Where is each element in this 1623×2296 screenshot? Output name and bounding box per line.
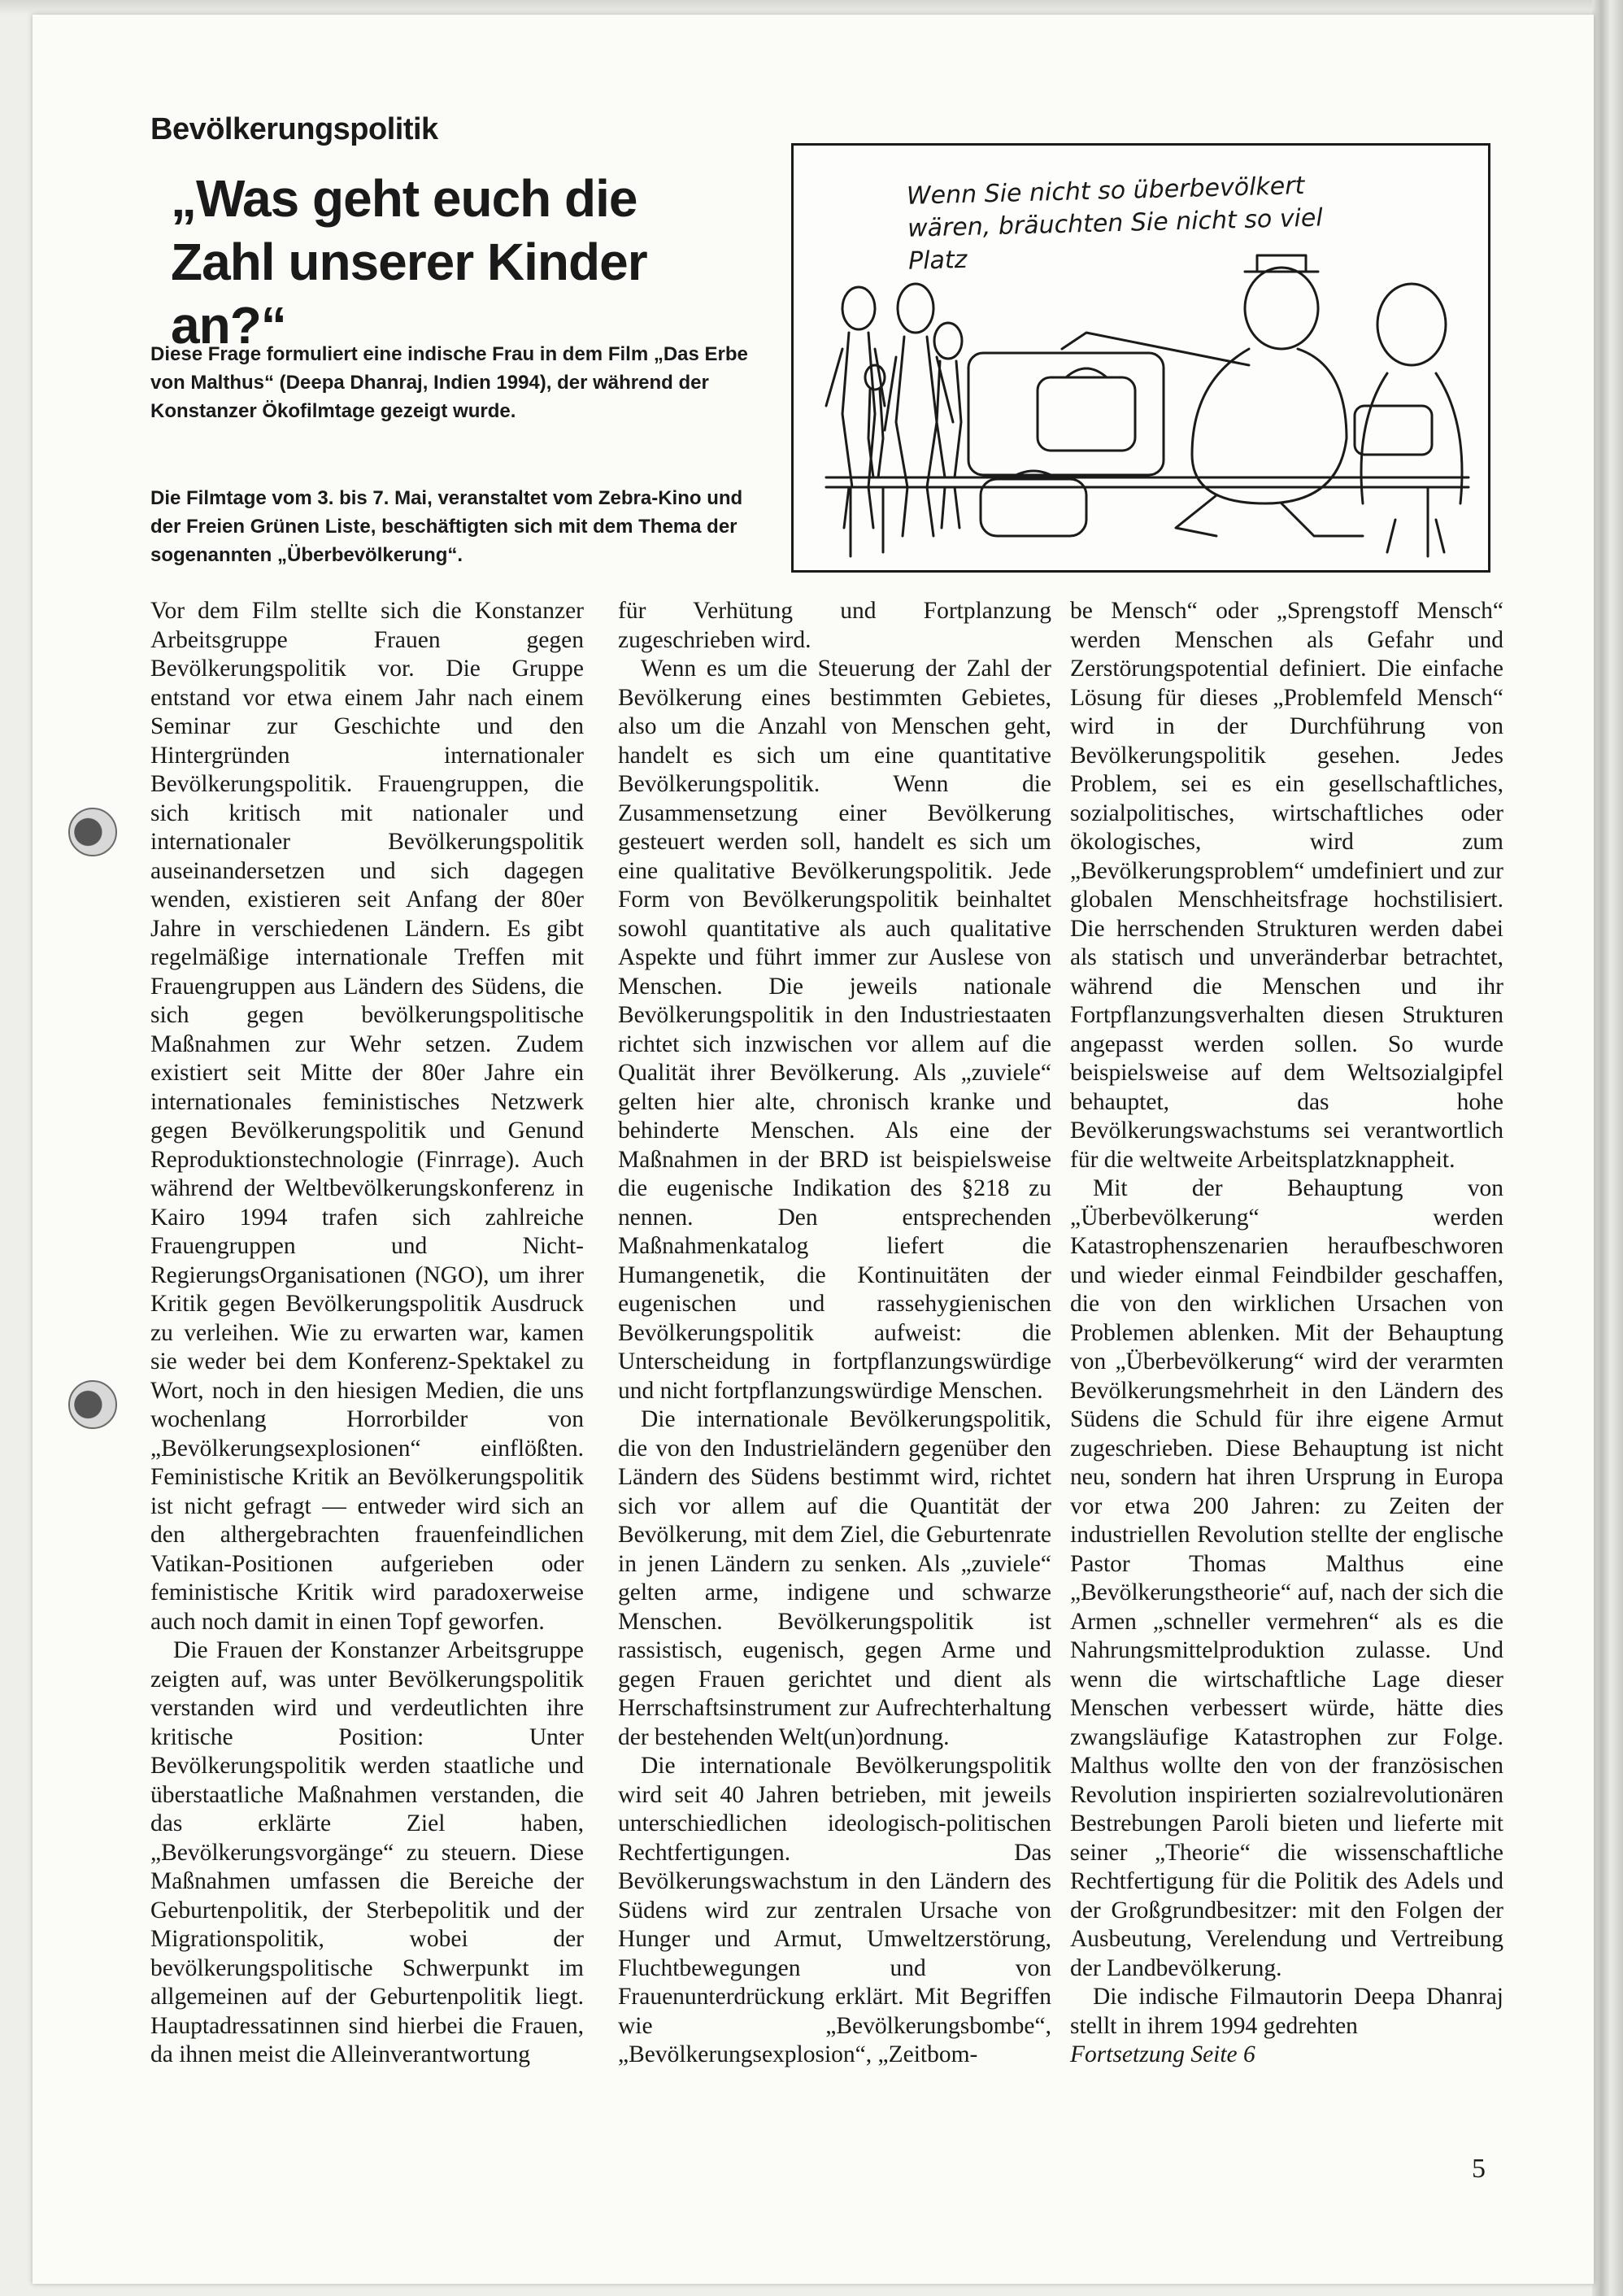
paragraph: Die Frauen der Konstanzer Arbeitsgruppe zeigten auf, was unter Bevölkerungspolitik verstanden wird und verdeutlichten ihre kritische Position: Unter Bevölkerungspolitik werden staatliche und überstaatliche Maßnahmen verstanden, die das erklärte Ziel haben, „Bevölkerungsvorgänge“ zu steuern. Diese Maßnahmen umfassen die Bereiche der Geburtenpolitik, der Sterbepolitik und der Migrationspolitik, wobei der bevölkerungspolitische Schwerpunkt im allgemeinen auf der Geburtenpolitik liegt. Hauptadressatinnen sind hierbei die Frauen, da ihnen meist die Alleinverantwortung — [150, 1637, 584, 2067]
paragraph: Die internationale Bevölkerungspolitik wird seit 40 Jahren betrieben, mit jeweils unterschiedlichen ideologisch-politischen Rechtfertigungen. Das Bevölkerungswachstum in den Ländern des Südens wird zur zentralen Ursache von Hunger und Armut, Umweltzerstörung, Fluchtbewegungen und von Frauenunterdrückung erklärt. Mit Begriffen wie „Bevölkerungsbombe“, „Bevölkerungsexplosion“, „Zeitbom- — [618, 1753, 1051, 2067]
punch-hole-lower — [68, 1380, 117, 1429]
paragraph: für Verhütung und Fortplanzung zugeschrieben wird. — [618, 598, 1051, 653]
paragraph: be Mensch“ oder „Sprengstoff Mensch“ werden Menschen als Gefahr und Zerstörungspotential definiert. Die einfache Lösung für dieses „Problemfeld Mensch“ wird in der Durchführung von Bevölkerungspolitik gesehen. Jedes Problem, sei es ein gesellschaftliches, sozialpolitisches, wirtschaftliches oder ökologisches, wird zum „Bevölkerungsproblem“ umdefiniert und zur globalen Menschheitsfrage hochstilisiert. Die herrschenden Strukturen werden dabei als statisch und unveränderbar betrachtet, während die Menschen und ihr Fortpflanzungsverhalten diesen Strukturen angepasst werden sollen. So wurde beispielsweise auf dem Weltsozialgipfel behauptet, das hohe Bevölkerungswachstums sei verantwortlich für die weltweite Arbeitsplatzknappheit. — [1070, 598, 1503, 1173]
intro-paragraph-1: Diese Frage formuliert eine indische Frau in dem Film „Das Erbe von Malthus“ (Deepa Dhanraj, Indien 1994), der während der Konstanzer Ökofilmtage gezeigt wurde. — [150, 343, 748, 422]
punch-hole-upper — [68, 808, 117, 856]
article-column-1 — [150, 597, 584, 2070]
article-column-3 — [1070, 597, 1503, 2070]
paragraph: Mit der Behauptung von „Überbevölkerung“ werden Katastrophenszenarien heraufbeschworen und wieder einmal Feindbilder geschaffen, die von den wirklichen Ursachen von Problemen ablenken. Mit der Behauptung von „Überbevölkerung“ wird der verarmten Bevölkerungsmehrheit in den Ländern des Südens die Schuld für ihre eigene Armut zugeschrieben. Diese Behauptung ist nicht neu, sondern hat ihren Ursprung in Europa vor etwa 200 Jahren: zu Zeiten der industriellen Revolution stellte der englische Pastor Thomas Malthus eine „Bevölkerungstheorie“ auf, nach der sich die Armen „schneller vermehren“ als es die Nahrungsmittelproduktion zulasse. Und wenn die wirtschaftliche Lage dieser Menschen verbessert würde, hätte dies zwangsläufige Katastrophen zur Folge. Malthus wollte den von der französischen Revolution inspirierten sozialrevolutionären Bestrebungen Paroli bieten und lieferte mit seiner „Theorie“ die wissenschaftliche Rechtfertigung für die Politik des Adels und der Großgrundbesitzer: mit den Folgen der Ausbeutung, Verelendung und Vertreibung der Landbevölkerung. — [1070, 1175, 1503, 1981]
medium-suitcase — [1038, 377, 1135, 451]
fat-man-figure — [1062, 255, 1363, 536]
paragraph: Vor dem Film stellte sich die Konstanzer Arbeitsgruppe Frauen gegen Bevölkerungspolitik vor. Die Gruppe entstand vor etwa einem Jahr nach einem Seminar zur Geschichte und den Hintergründen internationaler Bevölkerungspolitik. Frauengruppen, die sich kritisch mit nationaler und internationaler Bevölkerungspolitik auseinandersetzen und sich dagegen wenden, existieren seit Anfang der 80er Jahre in verschiedenen Ländern. Es gibt regelmäßige internationale Treffen mit Frauengruppen aus Ländern des Südens, die sich gegen bevölkerungspolitische Maßnahmen zur Wehr setzen. Zudem existiert seit Mitte der 80er Jahre ein internationales feministisches Netzwerk gegen Bevölkerungspolitik und Genund Reproduktionstechnologie (Finrrage). Auch während der Weltbevölkerungskonferenz in Kairo 1994 trafen sich zahlreiche Frauengruppen und Nicht-RegierungsOrganisationen (NGO), um ihrer Kritik gegen Bevölkerungspolitik Ausdruck zu verleihen. Wie zu erwarten war, kamen sie weder bei dem Konferenz-Spektakel zu Wort, noch in den hiesigen Medien, die uns wochenlang Horrorbilder von „Bevölkerungsexplosionen“ einflößten. Feministische Kritik an Bevölkerungspolitik ist nicht gefragt — entweder wird sich an den althergebrachten frauenfeindlichen Vatikan-Positionen aufgerieben oder feministische Kritik wird paradoxerweise auch noch damit in einen Topf geworfen. — [150, 598, 584, 1635]
page-number: 5 — [1472, 2154, 1486, 2184]
cartoon-illustration — [791, 143, 1490, 573]
thin-figure-3 — [934, 323, 962, 528]
continuation-note: Fortsetzung Seite 6 — [1070, 2041, 1255, 2067]
intro-paragraph-2: Die Filmtage vom 3. bis 7. Mai, veranstaltet vom Zebra-Kino und der Freien Grünen Liste, beschäftigten sich mit dem Thema der sogenannten „Überbevölkerung“. — [150, 487, 743, 566]
paragraph: Wenn es um die Steuerung der Zahl der Bevölkerung eines bestimmten Gebietes, also um die Anzahl von Menschen geht, handelt es sich um eine quantitative Bevölkerungspolitik. Wenn die Zusammensetzung einer Bevölkerung gesteuert werden soll, handelt es sich um eine qualitative Bevölkerungspolitik. Jede Form von Bevölkerungspolitik beinhaltet sowohl quantitative als auch qualitative Aspekte und führt immer zur Auslese von Menschen. Die jeweils nationale Bevölkerungspolitik in den Industriestaaten richtet sich inzwischen vor allem auf die Qualität ihrer Bevölkerung. Als „zuviele“ gelten hier alte, chronisch kranke und behinderte Menschen. Als eine der Maßnahmen in der BRD ist beispielsweise die eugenische Indikation des §218 zu nennen. Den entsprechenden Maßnahmenkatalog liefert die Humangenetik, die Kontinuitäten der eugenischen und rassehygienischen Bevölkerungspolitik aufweist: die Unterscheidung in fortpflanzungswürdige und nicht fortpflanzungswürdige Menschen. — [618, 656, 1051, 1404]
article-column-2 — [618, 597, 1051, 2070]
scan-top-edge — [0, 0, 1623, 15]
paragraph: Die indische Filmautorin Deepa Dhanraj stellt in ihrem 1994 gedrehten — [1070, 1984, 1503, 2039]
section-kicker: Bevölkerungspolitik — [150, 112, 438, 146]
woman-figure — [1355, 284, 1462, 552]
paragraph: Die internationale Bevölkerungspolitik, die von den Industrieländern gegenüber den Ländern des Südens bestimmt wird, richtet sich vor allem auf die Quantität der Bevölkerung, mit dem Ziel, die Geburtenrate in jenen Ländern zu senken. Als „zuviele“ gelten arme, indigene und schwarze Menschen. Bevölkerungspolitik ist rassistisch, eugenisch, gegen Arme und gegen Frauen gerichtet und dient als Herrschaftsinstrument zur Aufrechterhaltung der bestehenden Welt(un)ordnung. — [618, 1406, 1051, 1750]
cartoon-speech-text: Wenn Sie nicht so überbevölkert wären, bräuchten Sie nicht so viel Platz — [906, 172, 1324, 276]
thin-figure-1 — [826, 287, 885, 528]
article-headline: „Was geht euch die Zahl unserer Kinder an?“ — [171, 169, 647, 355]
thin-figure-2 — [885, 284, 953, 536]
scan-right-edge — [1592, 0, 1623, 2296]
